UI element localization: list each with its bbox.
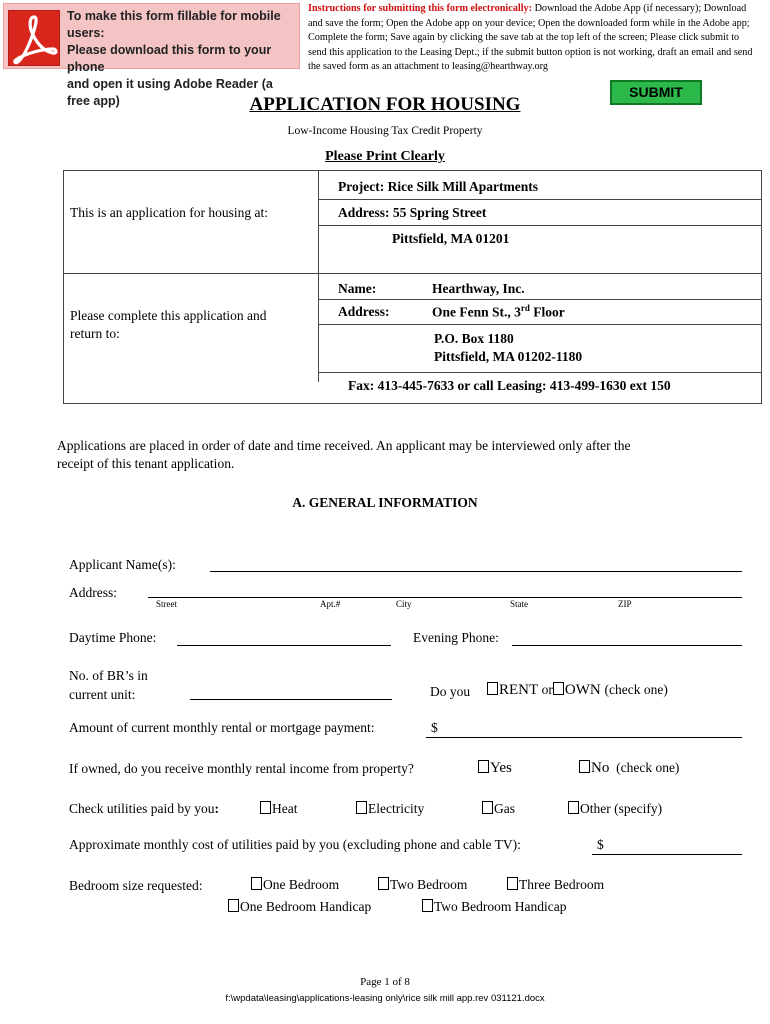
street-sublabel: Street	[156, 599, 177, 609]
three-bedroom-checkbox[interactable]	[507, 877, 518, 890]
table-row-line	[318, 324, 762, 325]
contact-po-city: Pittsfield, MA 01202-1180	[434, 349, 583, 364]
do-you-label: Do you	[430, 684, 471, 699]
project-name: Project: Rice Silk Mill Apartments	[338, 179, 538, 194]
evening-phone-label: Evening Phone:	[413, 630, 499, 645]
project-address: Address: 55 Spring Street	[338, 205, 487, 220]
one-bedroom-handicap-option	[228, 899, 371, 915]
intro-line-2: receipt of this tenant application.	[57, 456, 235, 471]
utilities-label	[69, 801, 219, 817]
heat-checkbox[interactable]	[260, 801, 271, 814]
one-bedroom-handicap-label: One Bedroom Handicap	[240, 899, 372, 914]
file-path: f:\wpdata\leasing\applications-leasing only\rice silk mill app.rev 031121.docx	[225, 993, 545, 1004]
return-to-line-2: return to:	[70, 326, 120, 341]
page-subtitle: Low-Income Housing Tax Credit Property	[287, 125, 483, 137]
gas-label: Gas	[494, 801, 515, 816]
electricity-option	[356, 801, 424, 817]
submit-button[interactable]: SUBMIT	[610, 80, 702, 105]
contact-address-tail: Floor	[529, 304, 565, 320]
return-to-line-1: Please complete this application and	[70, 308, 267, 323]
one-bedroom-label: One Bedroom	[263, 877, 340, 892]
heat-option	[260, 801, 297, 817]
daytime-phone-label: Daytime Phone:	[69, 630, 157, 645]
check-one-label: (check one)	[604, 682, 668, 697]
utilities-label-text: Check utilities paid by you	[69, 801, 215, 816]
contact-name-value: Hearthway, Inc.	[432, 281, 525, 296]
monthly-payment-field[interactable]	[426, 737, 742, 738]
utilities-cost-field[interactable]	[592, 854, 742, 855]
heat-label: Heat	[272, 801, 298, 816]
contact-address-label: Address:	[338, 304, 390, 319]
two-bedroom-option	[378, 877, 467, 893]
electronic-submission-instructions	[308, 2, 756, 75]
city-sublabel: City	[396, 599, 412, 609]
state-sublabel: State	[510, 599, 528, 609]
banner-line-2: Please download this form to your phone	[67, 43, 272, 74]
utilities-cost-label: Approximate monthly cost of utilities paid by you (excluding phone and cable TV):	[69, 837, 521, 852]
rent-checkbox[interactable]	[487, 682, 498, 695]
address-label: Address:	[69, 585, 117, 600]
contact-address-value	[432, 303, 565, 321]
applicant-name-label: Applicant Name(s):	[69, 557, 176, 572]
two-bedroom-handicap-label: Two Bedroom Handicap	[434, 899, 567, 914]
intro-paragraph	[57, 437, 717, 473]
bedrooms-current-label	[69, 666, 148, 704]
table-row-line	[318, 372, 762, 373]
yes-checkbox[interactable]	[478, 760, 489, 773]
gas-option	[482, 801, 515, 817]
other-checkbox[interactable]	[568, 801, 579, 814]
print-clearly-heading: Please Print Clearly	[325, 149, 445, 164]
daytime-phone-field[interactable]	[177, 645, 391, 646]
contact-fax-phone: Fax: 413-445-7633 or call Leasing: 413-499-1630 ext 150	[348, 378, 671, 393]
rental-income-no	[579, 760, 679, 777]
banner-line-3: and open it using Adobe Reader (a free app)	[67, 77, 273, 108]
monthly-payment-label: Amount of current monthly rental or mortgage payment:	[69, 720, 375, 735]
zip-sublabel: ZIP	[618, 599, 632, 609]
own-label: OWN	[564, 682, 601, 698]
electricity-checkbox[interactable]	[356, 801, 367, 814]
return-to-label	[70, 307, 266, 343]
or-label: or	[541, 682, 553, 697]
mobile-users-banner	[3, 3, 300, 108]
rent-label: RENT	[499, 682, 538, 698]
page-title-text: APPLICATION FOR HOUSING	[249, 94, 521, 115]
banner-line-1: To make this form fillable for mobile users:	[67, 9, 281, 40]
own-checkbox[interactable]	[553, 682, 564, 695]
table-row-line	[318, 299, 762, 300]
contact-address-sup: rd	[520, 303, 530, 313]
bedrooms-current-field[interactable]	[190, 699, 392, 700]
section-a-heading: A. GENERAL INFORMATION	[292, 495, 478, 510]
table-row-line	[63, 273, 762, 274]
two-bedroom-label: Two Bedroom	[390, 877, 468, 892]
no-label: No	[591, 760, 610, 776]
electricity-label: Electricity	[368, 801, 425, 816]
applicant-name-field[interactable]	[210, 571, 742, 572]
check-one-label-2: (check one)	[616, 760, 680, 775]
gas-checkbox[interactable]	[482, 801, 493, 814]
three-bedroom-option	[507, 877, 604, 893]
table-row-line	[318, 199, 762, 200]
project-city: Pittsfield, MA 01201	[392, 231, 510, 246]
table-divider-vertical	[318, 170, 319, 382]
instructions-body: Download the Adobe App (if necessary); Download and save the form; Open the Adobe app on your device; Open the downloaded form while in the Adobe app; Complete the form; Save again by clicking the save tab at the top left of the screen; Please click submit to send this application to the Leasing Dept.; if the submit button option is not working, draft an email and send the saved form as an attachment to leasing@hearthway.org	[308, 3, 753, 72]
no-checkbox[interactable]	[579, 760, 590, 773]
housing-at-label: This is an application for housing at:	[70, 205, 268, 220]
table-row-line	[318, 225, 762, 226]
apt-sublabel: Apt.#	[320, 599, 341, 609]
contact-name-label: Name:	[338, 281, 377, 296]
one-bedroom-checkbox[interactable]	[251, 877, 262, 890]
rental-income-label: If owned, do you receive monthly rental income from property?	[69, 761, 414, 776]
other-option	[568, 801, 662, 817]
intro-line-1: Applications are placed in order of date and time received. An applicant may be interviewed only after the	[57, 438, 631, 453]
three-bedroom-label: Three Bedroom	[519, 877, 605, 892]
bedrooms-label-line-1: No. of BR’s in	[69, 668, 148, 683]
rental-income-yes	[478, 760, 512, 777]
page-title	[0, 94, 770, 116]
other-label: Other (specify)	[580, 801, 663, 816]
evening-phone-field[interactable]	[512, 645, 742, 646]
one-bedroom-handicap-checkbox[interactable]	[228, 899, 239, 912]
one-bedroom-option	[251, 877, 339, 893]
two-bedroom-handicap-checkbox[interactable]	[422, 899, 433, 912]
page-number: Page 1 of 8	[360, 976, 410, 988]
utilities-label-colon: :	[214, 801, 219, 816]
rent-own-options	[487, 682, 668, 699]
bedrooms-label-line-2: current unit:	[69, 687, 136, 702]
two-bedroom-handicap-option	[422, 899, 567, 915]
bedroom-size-label: Bedroom size requested:	[69, 878, 203, 893]
utilities-cost-dollar: $	[597, 837, 604, 852]
yes-label: Yes	[490, 760, 512, 776]
adobe-acrobat-logo-icon	[8, 10, 60, 66]
instructions-lead: Instructions for submitting this form electronically:	[308, 3, 533, 14]
contact-po-box: P.O. Box 1180	[434, 331, 514, 346]
address-field[interactable]	[148, 597, 742, 598]
two-bedroom-checkbox[interactable]	[378, 877, 389, 890]
monthly-payment-dollar: $	[431, 720, 438, 735]
contact-address-street: One Fenn St., 3	[432, 304, 521, 320]
